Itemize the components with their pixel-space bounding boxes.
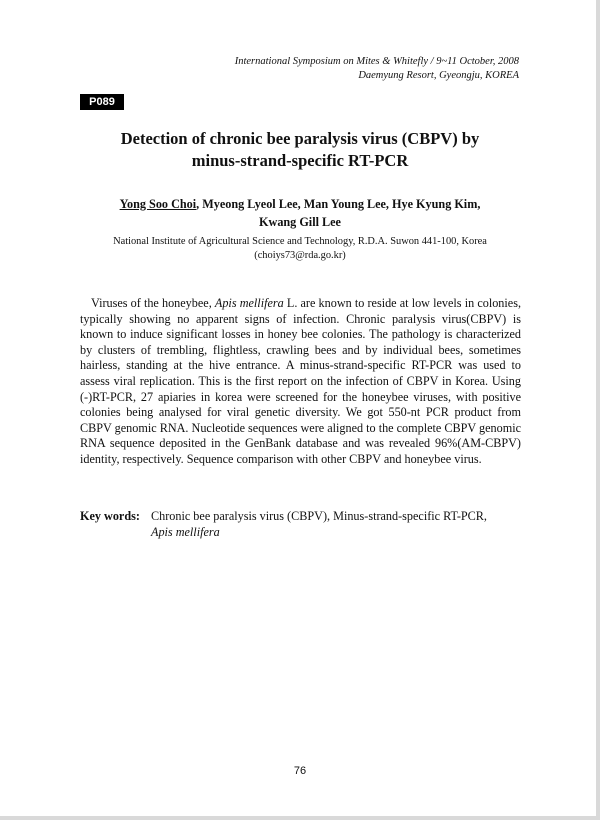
abstract-species: Apis mellifera: [214, 296, 284, 310]
co-authors-line1: , Myeong Lyeol Lee, Man Young Lee, Hye Kyung Kim,: [196, 197, 481, 211]
keywords-species: Apis mellifera: [151, 525, 220, 539]
page-frame-right: [596, 0, 600, 820]
conference-header: [235, 55, 519, 83]
abstract-part2: L. are known to reside at low levels in colonies, typically showing no apparent signs of infection. Chronic paralysis virus(CBPV) is known to induce significant losses in honey bee colonies. The pathology is characterized by clusters of trembling, flightless, crawling bees and by individual bees, sometimes hairless, standing at the hive entrance. A minus-strand-specific RT-PCR was used to assess viral replication. This is the first report on the infection of CBPV in Korea. Using (-)RT-PCR, 27 apiaries in korea were screened for the honeybee viruses, with positive colonies being analysed for viral genetic diversity. We got 550-nt PCR product from CBPV genomic RNA. Nucleotide sequences were aligned to the complete CBPV genomic RNA sequence deposited in the GenBank database and was revealed 96%(AM-CBPV) identity, respectively. Sequence comparison with other CBPV and honeybee virus.: [80, 296, 521, 466]
affiliation-email: (choiys73@rda.go.kr): [254, 250, 346, 261]
affiliation-line1: National Institute of Agricultural Science and Technology, R.D.A. Suwon 441-100, Korea: [113, 236, 487, 247]
author-list-line2: Kwang Gill Lee: [259, 215, 341, 229]
paper-title: [70, 128, 530, 172]
affiliation: [70, 235, 530, 263]
paper-title-line2: minus-strand-specific RT-PCR: [191, 151, 409, 170]
keywords-label: Key words:: [80, 509, 140, 523]
keywords-section: [80, 508, 525, 540]
paper-title-line1: Detection of chronic bee paralysis virus (CBPV) by: [120, 129, 480, 148]
author-list-line1: [70, 195, 530, 213]
abstract-body: [80, 296, 521, 468]
corresponding-author: Yong Soo Choi: [119, 197, 197, 211]
conference-header-line1: International Symposium on Mites & Whitefly / 9~11 October, 2008: [234, 56, 519, 67]
keywords-values: [151, 508, 525, 540]
page-frame-bottom: [0, 816, 600, 820]
page-number: 76: [293, 765, 307, 777]
paper-code-badge: P089: [80, 94, 124, 110]
conference-header-line2: Daemyung Resort, Gyeongju, KOREA: [358, 70, 519, 81]
abstract-part1: Viruses of the honeybee,: [91, 296, 215, 310]
keywords-text: Chronic bee paralysis virus (CBPV), Minus-strand-specific RT-PCR,: [151, 509, 487, 523]
author-list: [70, 195, 530, 231]
